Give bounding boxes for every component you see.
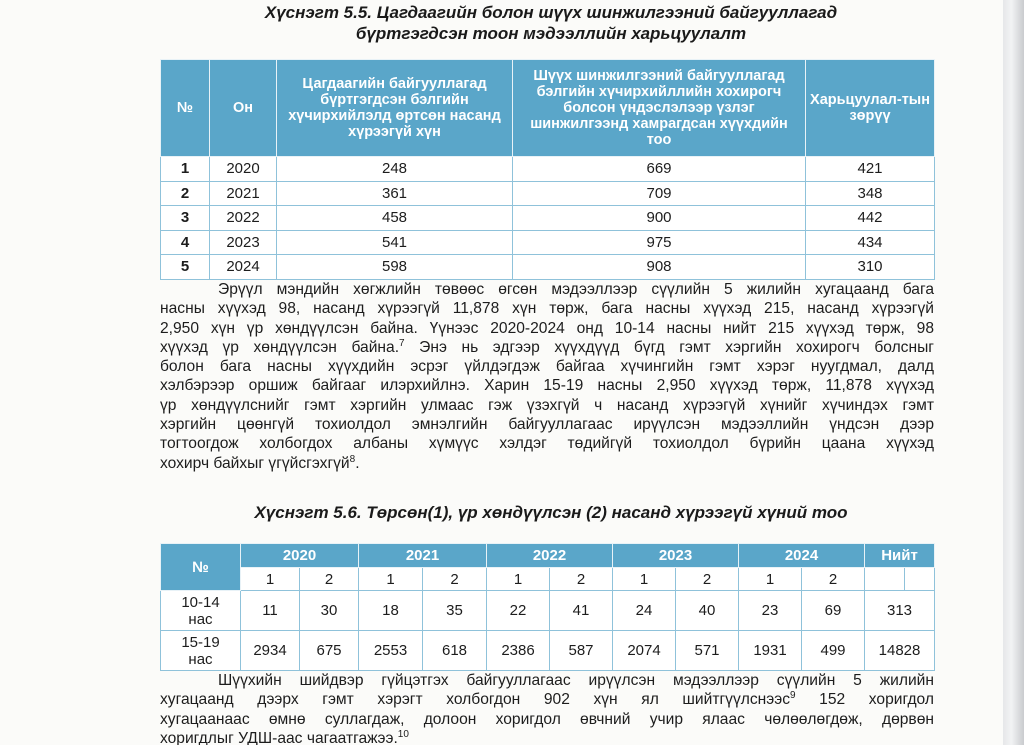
difference-cell: 348: [806, 181, 935, 206]
age-unit: нас: [188, 650, 213, 668]
paragraph-line: хугацаанаас өмнө суллагдаж, долоон хоригдол өвчний учир ялаас чөлөөлөгдөж, дөрвөн: [160, 710, 934, 728]
column-header-year: Он: [210, 60, 277, 157]
value-cell: 675: [300, 631, 359, 671]
police-count-cell: 541: [277, 230, 513, 255]
table-row: [161, 157, 935, 182]
police-count-cell: 248: [277, 157, 513, 182]
table-row: [161, 591, 935, 631]
sentence-text: 152 хоригдол: [819, 691, 934, 709]
difference-cell: 310: [806, 255, 935, 280]
year-cell: 2024: [210, 255, 277, 280]
sub-header-births: 1: [739, 568, 802, 591]
difference-cell: 442: [806, 206, 935, 231]
police-count-cell: 598: [277, 255, 513, 280]
sub-header-blank: [865, 568, 905, 591]
paragraph-line: болон бага насны хүүхдийн эсрэг үйлдэгдэж байгаа хүчингийн гэмт хэрэг нуугдмал, далд: [160, 358, 934, 376]
total-cell: 313: [865, 591, 935, 631]
paragraph-line: Шүүхийн шийдвэр гүйцэтгэх байгууллагаас ирүүлсэн мэдээллээр сүүлийн 5 жилийн: [218, 672, 934, 689]
sub-header-abortions: 2: [676, 568, 739, 591]
value-cell: 69: [802, 591, 865, 631]
table-caption: Хүснэгт 5.6. Төрсөн(1), үр хөндүүлсэн (2) насанд хүрээгүй хүний тоо: [254, 503, 848, 522]
births-abortions-table: [160, 543, 935, 671]
sub-header-births: 1: [241, 568, 300, 591]
table-header-row: [161, 60, 935, 157]
value-cell: 22: [487, 591, 550, 631]
table-caption: Хүснэгт 5.5. Цагдаагийн болон шүүх шинжилгээний байгууллагад: [264, 3, 838, 22]
value-cell: 35: [423, 591, 487, 631]
footnote-ref: 10: [397, 728, 409, 740]
paragraph-line: [160, 338, 934, 357]
table-caption-continued: бүртгэгдсэн тоон мэдээллийн харьцуулалт: [355, 24, 747, 43]
forensic-count-cell: 975: [513, 230, 806, 255]
year-header: 2022: [487, 544, 613, 568]
table-row: [161, 181, 935, 206]
value-cell: 587: [550, 631, 613, 671]
table-row: [161, 255, 935, 280]
value-cell: 24: [613, 591, 676, 631]
value-cell: 571: [676, 631, 739, 671]
difference-cell: 421: [806, 157, 935, 182]
year-header: 2024: [739, 544, 865, 568]
paragraph-line: хэргийн цөөнгүй тохиолдол эмнэлгийн байгууллагаас ирүүлсэн мэдээллийн үндсэн дээр: [160, 416, 934, 434]
sentence-text: хугацаанд дээрх гэмт хэрэгт холбогдон 902 хүн ял шийтгүүлснээс: [160, 691, 790, 709]
sentence-text: Энэ нь эдгээр хүүхдүүд бүгд гэмт хэргийн хохирогч болсныг: [419, 338, 934, 356]
difference-cell: 434: [806, 230, 935, 255]
paragraph-line: [160, 690, 934, 709]
paragraph-line: 2,950 хүн үр хөндүүлсэн байна. Үүнээс 2020-2024 онд 10-14 насны нийт 215 хүүхэд төрж, 98: [160, 319, 934, 337]
table-row: [161, 230, 935, 255]
footnote-ref: 8: [349, 453, 356, 465]
paragraph-line: хэлбэрээр оршиж байгааг илэрхийлнэ. Харин 15-19 насны 2,950 хүүхэд төрж, 11,878 хүүхэд: [160, 377, 934, 395]
year-header-row: [161, 544, 935, 568]
column-header-number: №: [161, 60, 210, 157]
sub-header-abortions: 2: [423, 568, 487, 591]
year-cell: 2023: [210, 230, 277, 255]
value-cell: 499: [802, 631, 865, 671]
value-cell: 2553: [359, 631, 423, 671]
sentence-text: хоригдлыг УДШ-аас чагаатгажээ.: [160, 729, 398, 745]
value-cell: 2074: [613, 631, 676, 671]
year-header: 2020: [241, 544, 359, 568]
paragraph-line: Эрүүл мэндийн хөгжлийн төвөөс өгсөн мэдээллээр сүүлийн 5 жилийн хугацаанд бага: [218, 281, 934, 298]
paragraph-line: үр хөндүүлснийг гэмт хэргийн улмаас гэж үзэхгүй ч насанд хүрээгүй хүнийг хүчиндэх гэмт: [160, 396, 934, 414]
column-header-police: Цагдаагийн байгууллагад бүртгэгдсэн бэлгийн хүчирхийлэлд өртсөн насанд хүрээгүй хүн: [277, 60, 513, 157]
value-cell: 2934: [241, 631, 300, 671]
police-forensic-comparison-table: [160, 59, 935, 280]
value-cell: 1931: [739, 631, 802, 671]
row-number: 4: [161, 230, 210, 255]
row-number: 2: [161, 181, 210, 206]
age-range: 15-19: [181, 633, 220, 651]
age-unit: нас: [188, 610, 213, 628]
paragraph-line: тогтоогдож холбогдох албаны хүмүүс хэлдэг төдийгүй тохиолдол бүрийн цаана хүүхэд: [160, 435, 934, 453]
row-number: 3: [161, 206, 210, 231]
footnote-ref: 7: [399, 337, 405, 349]
table-row: [161, 206, 935, 231]
column-header-forensic: Шүүх шинжилгээний байгууллагад бэлгийн хүчирхийллийн хохирогч болсон үндэслэлээр үзлэг шинжилгээнд хамрагдсан хүүхдийн тоо: [513, 60, 806, 157]
age-group-label: [161, 591, 241, 631]
value-cell: 30: [300, 591, 359, 631]
total-cell: 14828: [865, 631, 935, 671]
sentence-text: хүүхэд үр хөндүүлсэн байна.: [160, 338, 400, 356]
police-count-cell: 361: [277, 181, 513, 206]
sub-header-row: [161, 568, 935, 591]
age-range: 10-14: [181, 593, 220, 611]
total-header: Нийт: [865, 544, 935, 568]
forensic-count-cell: 900: [513, 206, 806, 231]
value-cell: 23: [739, 591, 802, 631]
value-cell: 40: [676, 591, 739, 631]
row-number: 1: [161, 157, 210, 182]
sub-header-births: 1: [359, 568, 423, 591]
value-cell: 2386: [487, 631, 550, 671]
column-header-number: №: [161, 544, 241, 591]
body-paragraph: [160, 280, 934, 473]
year-header: 2021: [359, 544, 487, 568]
sub-header-abortions: 2: [300, 568, 359, 591]
forensic-count-cell: 709: [513, 181, 806, 206]
value-cell: 18: [359, 591, 423, 631]
paragraph-line: насны хүүхэд 98, насанд хүрээгүй 11,878 хүн төрж, бага насны хүүхэд 215, насанд хүрээгүй: [160, 300, 934, 318]
paragraph-line: [160, 729, 934, 745]
year-header: 2023: [613, 544, 739, 568]
table-row: [161, 631, 935, 671]
value-cell: 618: [423, 631, 487, 671]
sub-header-abortions: 2: [550, 568, 613, 591]
sub-header-abortions: 2: [802, 568, 865, 591]
row-number: 5: [161, 255, 210, 280]
paragraph-line: [160, 454, 934, 473]
page-edge: [1003, 0, 1024, 745]
age-group-label: [161, 631, 241, 671]
year-cell: 2021: [210, 181, 277, 206]
sub-header-blank: [905, 568, 935, 591]
forensic-count-cell: 669: [513, 157, 806, 182]
sub-header-births: 1: [487, 568, 550, 591]
footnote-ref: 9: [790, 690, 796, 702]
year-cell: 2020: [210, 157, 277, 182]
forensic-count-cell: 908: [513, 255, 806, 280]
police-count-cell: 458: [277, 206, 513, 231]
value-cell: 11: [241, 591, 300, 631]
body-paragraph: [160, 671, 934, 745]
year-cell: 2022: [210, 206, 277, 231]
value-cell: 41: [550, 591, 613, 631]
column-header-difference: Харьцуулал-тын зөрүү: [806, 60, 935, 157]
end-punctuation: .: [355, 454, 360, 472]
sentence-text: хохирч байхыг үгүйсгэхгүй: [160, 454, 350, 472]
sub-header-births: 1: [613, 568, 676, 591]
